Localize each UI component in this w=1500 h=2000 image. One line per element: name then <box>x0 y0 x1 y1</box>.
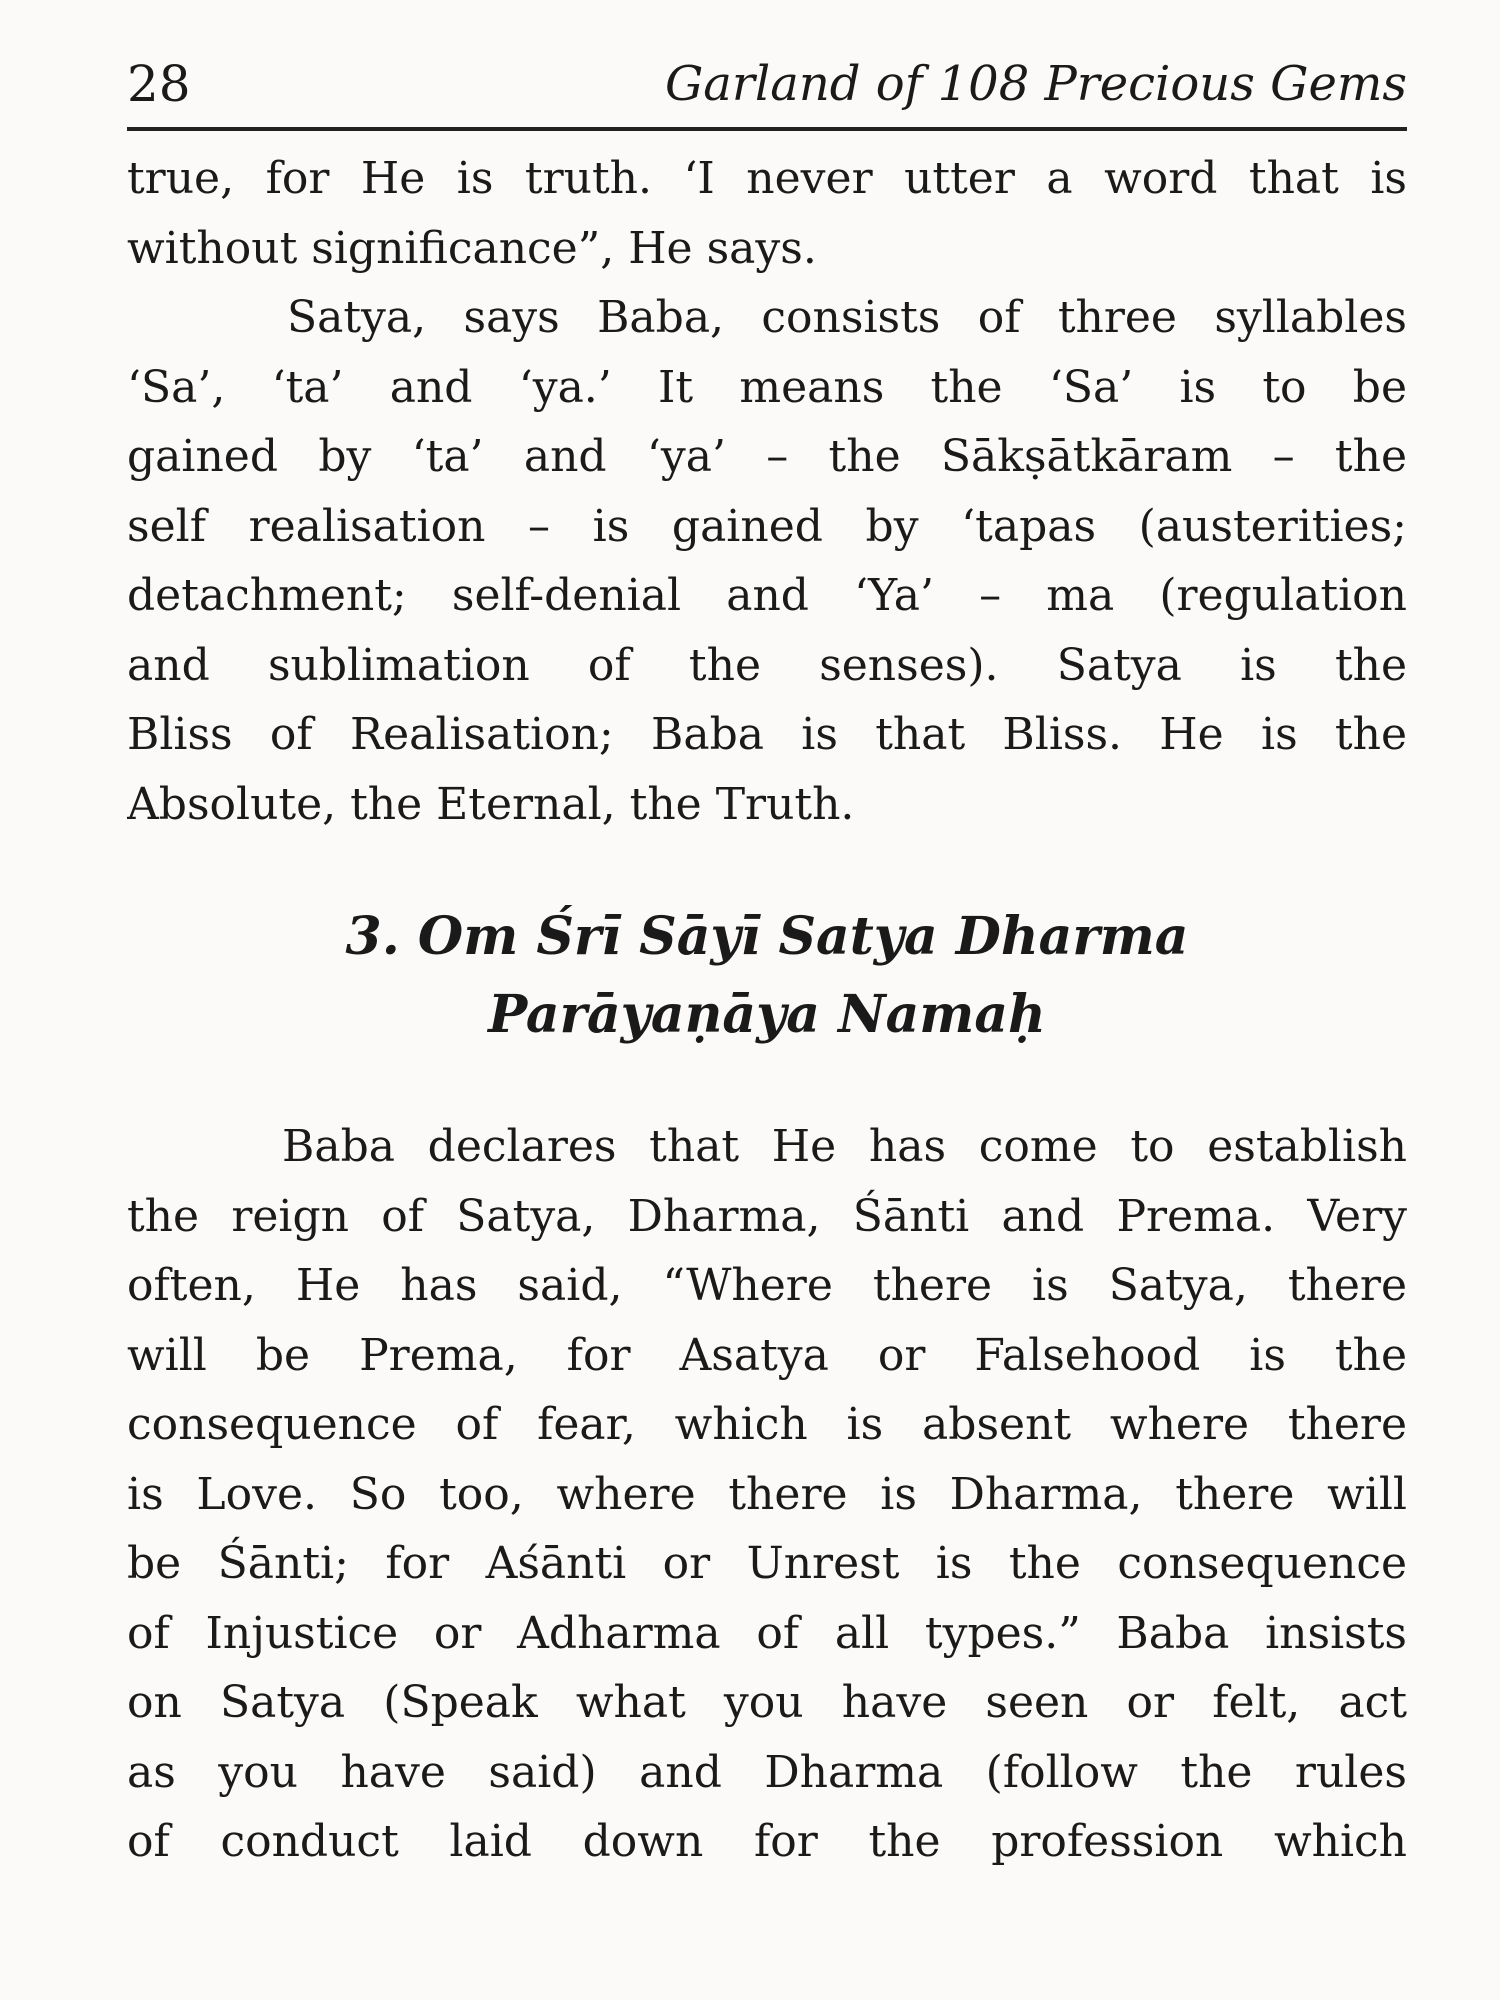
page-number: 28 <box>127 55 191 113</box>
paragraph-line: often, He has said, “Where there is Satya, there <box>127 1260 1407 1311</box>
paragraph-line: as you have said) and Dharma (follow the rules <box>127 1746 1407 1798</box>
page-header <box>127 48 1407 120</box>
section-heading-line: 3. Om Śrī Sāyī Satya Dharma <box>345 906 1189 967</box>
section-heading <box>127 898 1407 1054</box>
paragraph-line: Absolute, the Eternal, the Truth. <box>127 778 855 830</box>
paragraph-line: the reign of Satya, Dharma, Śānti and Prema. Very <box>127 1190 1407 1242</box>
section-heading-line: Parāyaṇāya Namaḥ <box>488 984 1046 1045</box>
paragraph-line: of Injustice or Adharma of all types.” Baba insists <box>127 1607 1407 1659</box>
continued-paragraph <box>127 144 1407 283</box>
paragraph-line: self realisation – is gained by ‘tapas (austerities; <box>127 500 1407 552</box>
baba-paragraph <box>127 1112 1407 1877</box>
paragraph-line: consequence of fear, which is absent where there <box>127 1399 1407 1450</box>
paragraph-line: on Satya (Speak what you have seen or felt, act <box>127 1677 1407 1728</box>
paragraph-line: and sublimation of the senses). Satya is the <box>127 639 1407 691</box>
paragraph-line: without significance”, He says. <box>127 222 817 274</box>
satya-paragraph <box>127 283 1407 839</box>
paragraph-line: true, for He is truth. ‘I never utter a word that is <box>127 153 1407 204</box>
paragraph-line: Baba declares that He has come to establish <box>282 1121 1407 1172</box>
paragraph-line: be Śānti; for Aśānti or Unrest is the consequence <box>127 1538 1407 1589</box>
paragraph-line: is Love. So too, where there is Dharma, there will <box>127 1468 1407 1520</box>
paragraph-line: Bliss of Realisation; Baba is that Bliss. He is the <box>127 709 1407 760</box>
paragraph-line: Satya, says Baba, consists of three syllables <box>287 292 1407 343</box>
header-rule <box>127 127 1407 131</box>
paragraph-line: ‘Sa’, ‘ta’ and ‘ya.’ It means the ‘Sa’ is to be <box>127 361 1407 413</box>
paragraph-line: detachment; self-denial and ‘Ya’ – ma (regulation <box>127 570 1407 621</box>
paragraph-line: of conduct laid down for the profession which <box>127 1816 1407 1867</box>
paragraph-line: will be Prema, for Asatya or Falsehood is the <box>127 1329 1407 1381</box>
paragraph-line: gained by ‘ta’ and ‘ya’ – the Sākṣātkāram – the <box>127 431 1407 482</box>
running-title: Garland of 108 Precious Gems <box>664 56 1407 112</box>
